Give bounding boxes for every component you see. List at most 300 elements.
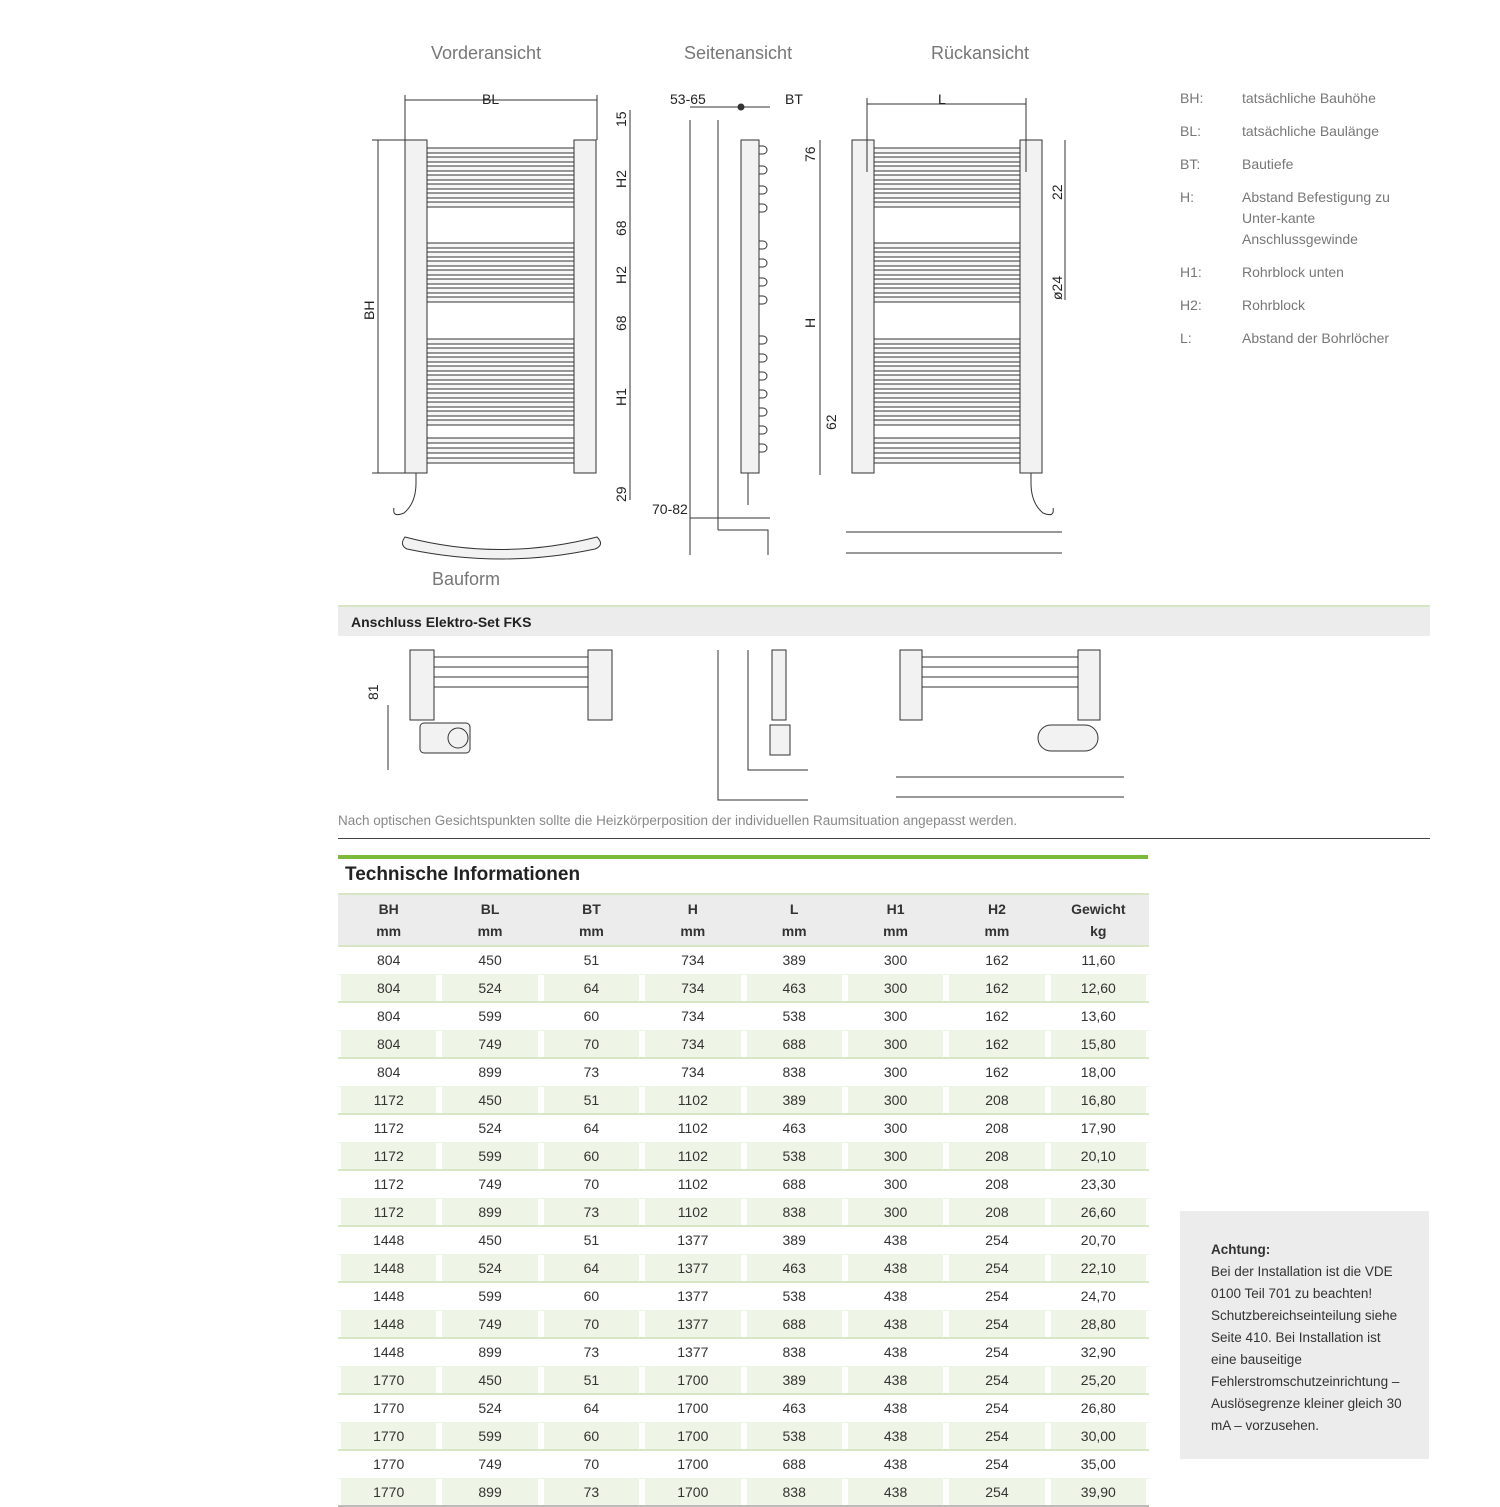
table-cell: 300: [845, 1086, 946, 1116]
table-cell: 463: [744, 1254, 845, 1284]
connection-drawings: [338, 645, 1138, 805]
table-cell: 162: [946, 947, 1047, 974]
table-cell: 254: [946, 1339, 1047, 1366]
table-cell: 524: [439, 974, 540, 1004]
header-label: BH: [379, 901, 399, 917]
table-cell: 1377: [642, 1283, 743, 1310]
svg-text:ø24: ø24: [1049, 276, 1065, 300]
table-row: [338, 1003, 1149, 1030]
table-cell: 1102: [642, 1086, 743, 1116]
svg-text:68: 68: [613, 315, 629, 331]
table-cell: 300: [845, 1198, 946, 1228]
heating-bar: [427, 157, 574, 162]
table-row: [338, 1115, 1149, 1142]
table-cell: 1770: [338, 1422, 439, 1452]
table-cell: 538: [744, 1422, 845, 1452]
table-cell: 804: [338, 1030, 439, 1060]
table-cell: 254: [946, 1422, 1047, 1452]
table-cell: 254: [946, 1451, 1047, 1478]
table-cell: 32,90: [1048, 1339, 1149, 1366]
table-cell: 60: [541, 1142, 642, 1172]
table-cell: 208: [946, 1115, 1047, 1142]
table-cell: 1377: [642, 1227, 743, 1254]
tube-loop: [759, 146, 767, 154]
tube-loop: [759, 296, 767, 304]
heating-bar: [874, 193, 1020, 198]
table-cell: 838: [744, 1339, 845, 1366]
heating-bar: [874, 270, 1020, 275]
legend-key: H1:: [1180, 262, 1242, 283]
table-cell: 60: [541, 1283, 642, 1310]
table-cell: 70: [541, 1310, 642, 1340]
tube-loop: [759, 166, 767, 174]
table-cell: 254: [946, 1366, 1047, 1396]
table-cell: 1448: [338, 1310, 439, 1340]
svg-text:62: 62: [823, 414, 839, 430]
heating-bar: [874, 148, 1020, 153]
table-cell: 438: [845, 1451, 946, 1478]
heating-bar: [427, 448, 574, 453]
table-cell: 1172: [338, 1115, 439, 1142]
table-cell: 804: [338, 1059, 439, 1086]
heating-bar: [427, 420, 574, 425]
table-row: [338, 1030, 1149, 1060]
table-cell: 23,30: [1048, 1171, 1149, 1198]
heating-bar: [874, 411, 1020, 416]
table-cell: 162: [946, 1059, 1047, 1086]
header-unit: mm: [782, 923, 807, 939]
table-cell: 22,10: [1048, 1254, 1149, 1284]
header-unit: kg: [1090, 923, 1106, 939]
svg-text:76: 76: [802, 146, 818, 162]
front-view-drawing: [372, 95, 630, 559]
table-cell: 463: [744, 1395, 845, 1422]
header-unit: mm: [579, 923, 604, 939]
table-cell: 389: [744, 1227, 845, 1254]
table-cell: 12,60: [1048, 974, 1149, 1004]
heating-bar: [874, 184, 1020, 189]
heating-bar: [427, 348, 574, 353]
heating-bar: [427, 270, 574, 275]
table-cell: 13,60: [1048, 1003, 1149, 1030]
legend-value: Rohrblock: [1242, 295, 1432, 316]
table-cell: 208: [946, 1198, 1047, 1228]
heating-bar: [874, 279, 1020, 284]
divider: [338, 838, 1430, 839]
table-cell: 688: [744, 1451, 845, 1478]
table-cell: 463: [744, 974, 845, 1004]
table-cell: 208: [946, 1086, 1047, 1116]
table-cell: 688: [744, 1030, 845, 1060]
heating-bar: [427, 297, 574, 302]
table-cell: 73: [541, 1478, 642, 1507]
table-row: [338, 1422, 1149, 1452]
tube-loop: [759, 390, 767, 398]
svg-text:H2: H2: [613, 170, 629, 188]
table-cell: 1377: [642, 1339, 743, 1366]
table-cell: 524: [439, 1115, 540, 1142]
tube-loop: [759, 259, 767, 267]
table-cell: 1172: [338, 1171, 439, 1198]
column-header: [1048, 893, 1149, 947]
table-cell: 734: [642, 947, 743, 974]
heating-bar: [427, 357, 574, 362]
table-cell: 1448: [338, 1254, 439, 1284]
table-row: [338, 1366, 1149, 1396]
svg-text:22: 22: [1049, 184, 1065, 200]
table-row: [338, 1451, 1149, 1478]
technical-table: [338, 893, 1149, 1507]
table-row: [338, 1283, 1149, 1310]
table-cell: 1700: [642, 1395, 743, 1422]
table-row: [338, 1142, 1149, 1172]
table-cell: 389: [744, 947, 845, 974]
table-cell: 538: [744, 1003, 845, 1030]
heating-bar: [427, 184, 574, 189]
table-row: [338, 1395, 1149, 1422]
heating-bar: [874, 420, 1020, 425]
table-cell: 804: [338, 974, 439, 1004]
heating-bar: [874, 252, 1020, 257]
legend-value: Abstand Befestigung zu Unter-kante Anschlussgewinde: [1242, 187, 1432, 250]
front-view-title: Vorderansicht: [431, 43, 541, 64]
table-cell: 749: [439, 1451, 540, 1478]
svg-text:H1: H1: [613, 388, 629, 406]
heating-bar: [427, 402, 574, 407]
heating-bar: [427, 261, 574, 266]
header-label: H: [688, 901, 698, 917]
table-cell: 20,70: [1048, 1227, 1149, 1254]
heating-bar: [427, 366, 574, 371]
table-cell: 734: [642, 974, 743, 1004]
svg-text:H2: H2: [613, 266, 629, 284]
table-cell: 51: [541, 947, 642, 974]
heating-bar: [874, 402, 1020, 407]
legend-item: [1180, 121, 1432, 142]
achtung-text: Bei der Installation ist die VDE 0100 Teil 701 zu beachten! Schutzbereichseinteilung siehe Seite 410. Bei Installation ist eine bauseitige Fehlerstromschutzeinrichtung – Auslösegrenze kleiner gleich 30 mA – vorzusehen.: [1211, 1264, 1402, 1433]
table-row: [338, 1478, 1149, 1507]
table-row: [338, 1086, 1149, 1116]
legend-value: tatsächliche Bauhöhe: [1242, 88, 1432, 109]
table-cell: 899: [439, 1478, 540, 1507]
tube-loop: [759, 354, 767, 362]
table-row: [338, 1254, 1149, 1284]
side-view-drawing: [690, 104, 770, 555]
table-cell: 208: [946, 1171, 1047, 1198]
table-cell: 1102: [642, 1171, 743, 1198]
table-cell: 734: [642, 1003, 743, 1030]
achtung-box: [1180, 1211, 1429, 1459]
table-cell: 438: [845, 1339, 946, 1366]
table-cell: 1448: [338, 1227, 439, 1254]
table-cell: 463: [744, 1115, 845, 1142]
table-cell: 60: [541, 1003, 642, 1030]
table-cell: 25,20: [1048, 1366, 1149, 1396]
heating-bar: [427, 252, 574, 257]
header-label: H1: [887, 901, 905, 917]
table-cell: 300: [845, 1030, 946, 1060]
tube-loop: [759, 444, 767, 452]
table-cell: 450: [439, 1227, 540, 1254]
table-cell: 438: [845, 1310, 946, 1340]
legend-item: [1180, 262, 1432, 283]
table-cell: 73: [541, 1198, 642, 1228]
table-cell: 70: [541, 1030, 642, 1060]
table-cell: 1448: [338, 1283, 439, 1310]
table-cell: 1448: [338, 1339, 439, 1366]
table-cell: 70: [541, 1451, 642, 1478]
svg-text:29: 29: [613, 486, 629, 502]
table-cell: 64: [541, 1395, 642, 1422]
table-cell: 300: [845, 1059, 946, 1086]
tube-loop: [759, 204, 767, 212]
table-cell: 300: [845, 1115, 946, 1142]
table-cell: 899: [439, 1339, 540, 1366]
table-cell: 1102: [642, 1198, 743, 1228]
column-header: [541, 893, 642, 947]
table-cell: 1172: [338, 1142, 439, 1172]
table-cell: 64: [541, 974, 642, 1004]
table-cell: 300: [845, 974, 946, 1004]
table-cell: 1172: [338, 1198, 439, 1228]
table-cell: 438: [845, 1227, 946, 1254]
table-cell: 804: [338, 1003, 439, 1030]
table-cell: 254: [946, 1478, 1047, 1507]
table-cell: 1770: [338, 1451, 439, 1478]
table-cell: 450: [439, 947, 540, 974]
table-cell: 162: [946, 1030, 1047, 1060]
table-cell: 20,10: [1048, 1142, 1149, 1172]
header-unit: mm: [478, 923, 503, 939]
table-row: [338, 947, 1149, 974]
legend: [1180, 88, 1432, 361]
table-cell: 73: [541, 1059, 642, 1086]
table-cell: 28,80: [1048, 1310, 1149, 1340]
table-cell: 51: [541, 1227, 642, 1254]
heating-bar: [427, 166, 574, 171]
heating-bar: [427, 339, 574, 344]
header-unit: mm: [984, 923, 1009, 939]
table-cell: 1700: [642, 1451, 743, 1478]
table-cell: 73: [541, 1339, 642, 1366]
table-cell: 35,00: [1048, 1451, 1149, 1478]
tube-loop: [759, 408, 767, 416]
header-label: BT: [582, 901, 601, 917]
heating-bar: [874, 375, 1020, 380]
header-unit: mm: [680, 923, 705, 939]
legend-key: L:: [1180, 328, 1242, 349]
table-cell: 838: [744, 1478, 845, 1507]
table-cell: 254: [946, 1310, 1047, 1340]
heating-bar: [874, 157, 1020, 162]
table-cell: 300: [845, 1003, 946, 1030]
table-cell: 1102: [642, 1142, 743, 1172]
table-cell: 749: [439, 1030, 540, 1060]
table-cell: 1700: [642, 1422, 743, 1452]
header-unit: mm: [883, 923, 908, 939]
table-cell: 300: [845, 1142, 946, 1172]
heating-bar: [874, 175, 1020, 180]
table-row: [338, 1171, 1149, 1198]
heating-bar: [874, 438, 1020, 443]
heating-bar: [874, 348, 1020, 353]
green-rule: [338, 855, 1148, 859]
table-row: [338, 974, 1149, 1004]
table-cell: 254: [946, 1395, 1047, 1422]
table-cell: 599: [439, 1142, 540, 1172]
table-cell: 1770: [338, 1366, 439, 1396]
table-cell: 804: [338, 947, 439, 974]
rear-view-drawing: [820, 98, 1065, 553]
table-cell: 64: [541, 1254, 642, 1284]
table-cell: 60: [541, 1422, 642, 1452]
legend-value: Rohrblock unten: [1242, 262, 1432, 283]
heating-bar: [427, 175, 574, 180]
table-cell: 899: [439, 1059, 540, 1086]
tube-loop: [759, 278, 767, 286]
header-label: L: [790, 901, 799, 917]
table-cell: 254: [946, 1283, 1047, 1310]
svg-text:BL: BL: [482, 91, 499, 107]
column-header: [338, 893, 439, 947]
heating-bar: [874, 357, 1020, 362]
column-header: [744, 893, 845, 947]
table-cell: 599: [439, 1422, 540, 1452]
table-cell: 524: [439, 1395, 540, 1422]
heating-bar: [427, 288, 574, 293]
table-cell: 899: [439, 1198, 540, 1228]
table-cell: 1700: [642, 1366, 743, 1396]
column-header: [946, 893, 1047, 947]
legend-item: [1180, 328, 1432, 349]
svg-text:53-65: 53-65: [670, 91, 706, 107]
heating-bar: [874, 384, 1020, 389]
legend-key: H:: [1180, 187, 1242, 250]
table-cell: 15,80: [1048, 1030, 1149, 1060]
heating-bar: [874, 366, 1020, 371]
tube-loop: [759, 372, 767, 380]
table-cell: 30,00: [1048, 1422, 1149, 1452]
tube-loop: [759, 186, 767, 194]
table-cell: 688: [744, 1171, 845, 1198]
installation-note: Nach optischen Gesichtspunkten sollte die Heizkörperposition der individuellen Raumsituation angepasst werden.: [338, 813, 1017, 828]
table-cell: 749: [439, 1171, 540, 1198]
table-cell: 438: [845, 1395, 946, 1422]
table-row: [338, 1198, 1149, 1228]
table-cell: 734: [642, 1030, 743, 1060]
table-cell: 438: [845, 1366, 946, 1396]
heating-bar: [874, 393, 1020, 398]
header-unit: mm: [376, 923, 401, 939]
table-cell: 838: [744, 1198, 845, 1228]
table-cell: 51: [541, 1366, 642, 1396]
rear-view-title: Rückansicht: [931, 43, 1029, 64]
table-cell: 11,60: [1048, 947, 1149, 974]
legend-value: Abstand der Bohrlöcher: [1242, 328, 1432, 349]
heating-bar: [874, 339, 1020, 344]
table-cell: 24,70: [1048, 1283, 1149, 1310]
table-cell: 438: [845, 1478, 946, 1507]
table-cell: 450: [439, 1366, 540, 1396]
column-header: [642, 893, 743, 947]
table-cell: 599: [439, 1003, 540, 1030]
header-label: H2: [988, 901, 1006, 917]
table-cell: 1770: [338, 1395, 439, 1422]
table-cell: 18,00: [1048, 1059, 1149, 1086]
shape-view-title: Bauform: [432, 569, 500, 590]
table-cell: 1172: [338, 1086, 439, 1116]
legend-value: Bautiefe: [1242, 154, 1432, 175]
heating-bar: [874, 297, 1020, 302]
heating-bar: [427, 243, 574, 248]
table-title: Technische Informationen: [345, 864, 580, 886]
heating-bar: [874, 261, 1020, 266]
table-row: [338, 1310, 1149, 1340]
table-cell: 208: [946, 1142, 1047, 1172]
heating-bar: [874, 166, 1020, 171]
table-cell: 749: [439, 1310, 540, 1340]
svg-text:BH: BH: [361, 301, 377, 320]
table-cell: 300: [845, 947, 946, 974]
table-cell: 26,60: [1048, 1198, 1149, 1228]
header-label: BL: [481, 901, 500, 917]
tube-loop: [759, 336, 767, 344]
column-header: [845, 893, 946, 947]
legend-item: [1180, 187, 1432, 250]
table-cell: 438: [845, 1422, 946, 1452]
tube-loop: [759, 426, 767, 434]
table-cell: 39,90: [1048, 1478, 1149, 1507]
side-view-title: Seitenansicht: [684, 43, 792, 64]
tube-loop: [759, 241, 767, 249]
heating-bar: [427, 148, 574, 153]
table-cell: 254: [946, 1227, 1047, 1254]
heating-bar: [874, 458, 1020, 463]
legend-value: tatsächliche Baulänge: [1242, 121, 1432, 142]
heating-bar: [427, 438, 574, 443]
heating-bar: [427, 458, 574, 463]
svg-text:15: 15: [613, 111, 629, 127]
section-title-elektro-set: Anschluss Elektro-Set FKS: [338, 605, 1430, 636]
heating-bar: [427, 279, 574, 284]
heating-bar: [427, 193, 574, 198]
table-cell: 70: [541, 1171, 642, 1198]
svg-text:68: 68: [613, 220, 629, 236]
table-row: [338, 1339, 1149, 1366]
table-cell: 1770: [338, 1478, 439, 1507]
heating-bar: [874, 202, 1020, 207]
heating-bar: [874, 448, 1020, 453]
heating-bar: [427, 202, 574, 207]
table-cell: 688: [744, 1310, 845, 1340]
table-cell: 538: [744, 1283, 845, 1310]
table-cell: 64: [541, 1115, 642, 1142]
table-cell: 838: [744, 1059, 845, 1086]
heating-bar: [427, 375, 574, 380]
table-cell: 300: [845, 1171, 946, 1198]
table-cell: 389: [744, 1366, 845, 1396]
table-cell: 599: [439, 1283, 540, 1310]
svg-text:70-82: 70-82: [652, 501, 688, 517]
table-cell: 17,90: [1048, 1115, 1149, 1142]
table-cell: 162: [946, 974, 1047, 1004]
legend-key: BL:: [1180, 121, 1242, 142]
table-cell: 389: [744, 1086, 845, 1116]
heating-bar: [427, 384, 574, 389]
table-cell: 438: [845, 1283, 946, 1310]
achtung-title: Achtung:: [1211, 1239, 1409, 1261]
legend-item: [1180, 295, 1432, 316]
